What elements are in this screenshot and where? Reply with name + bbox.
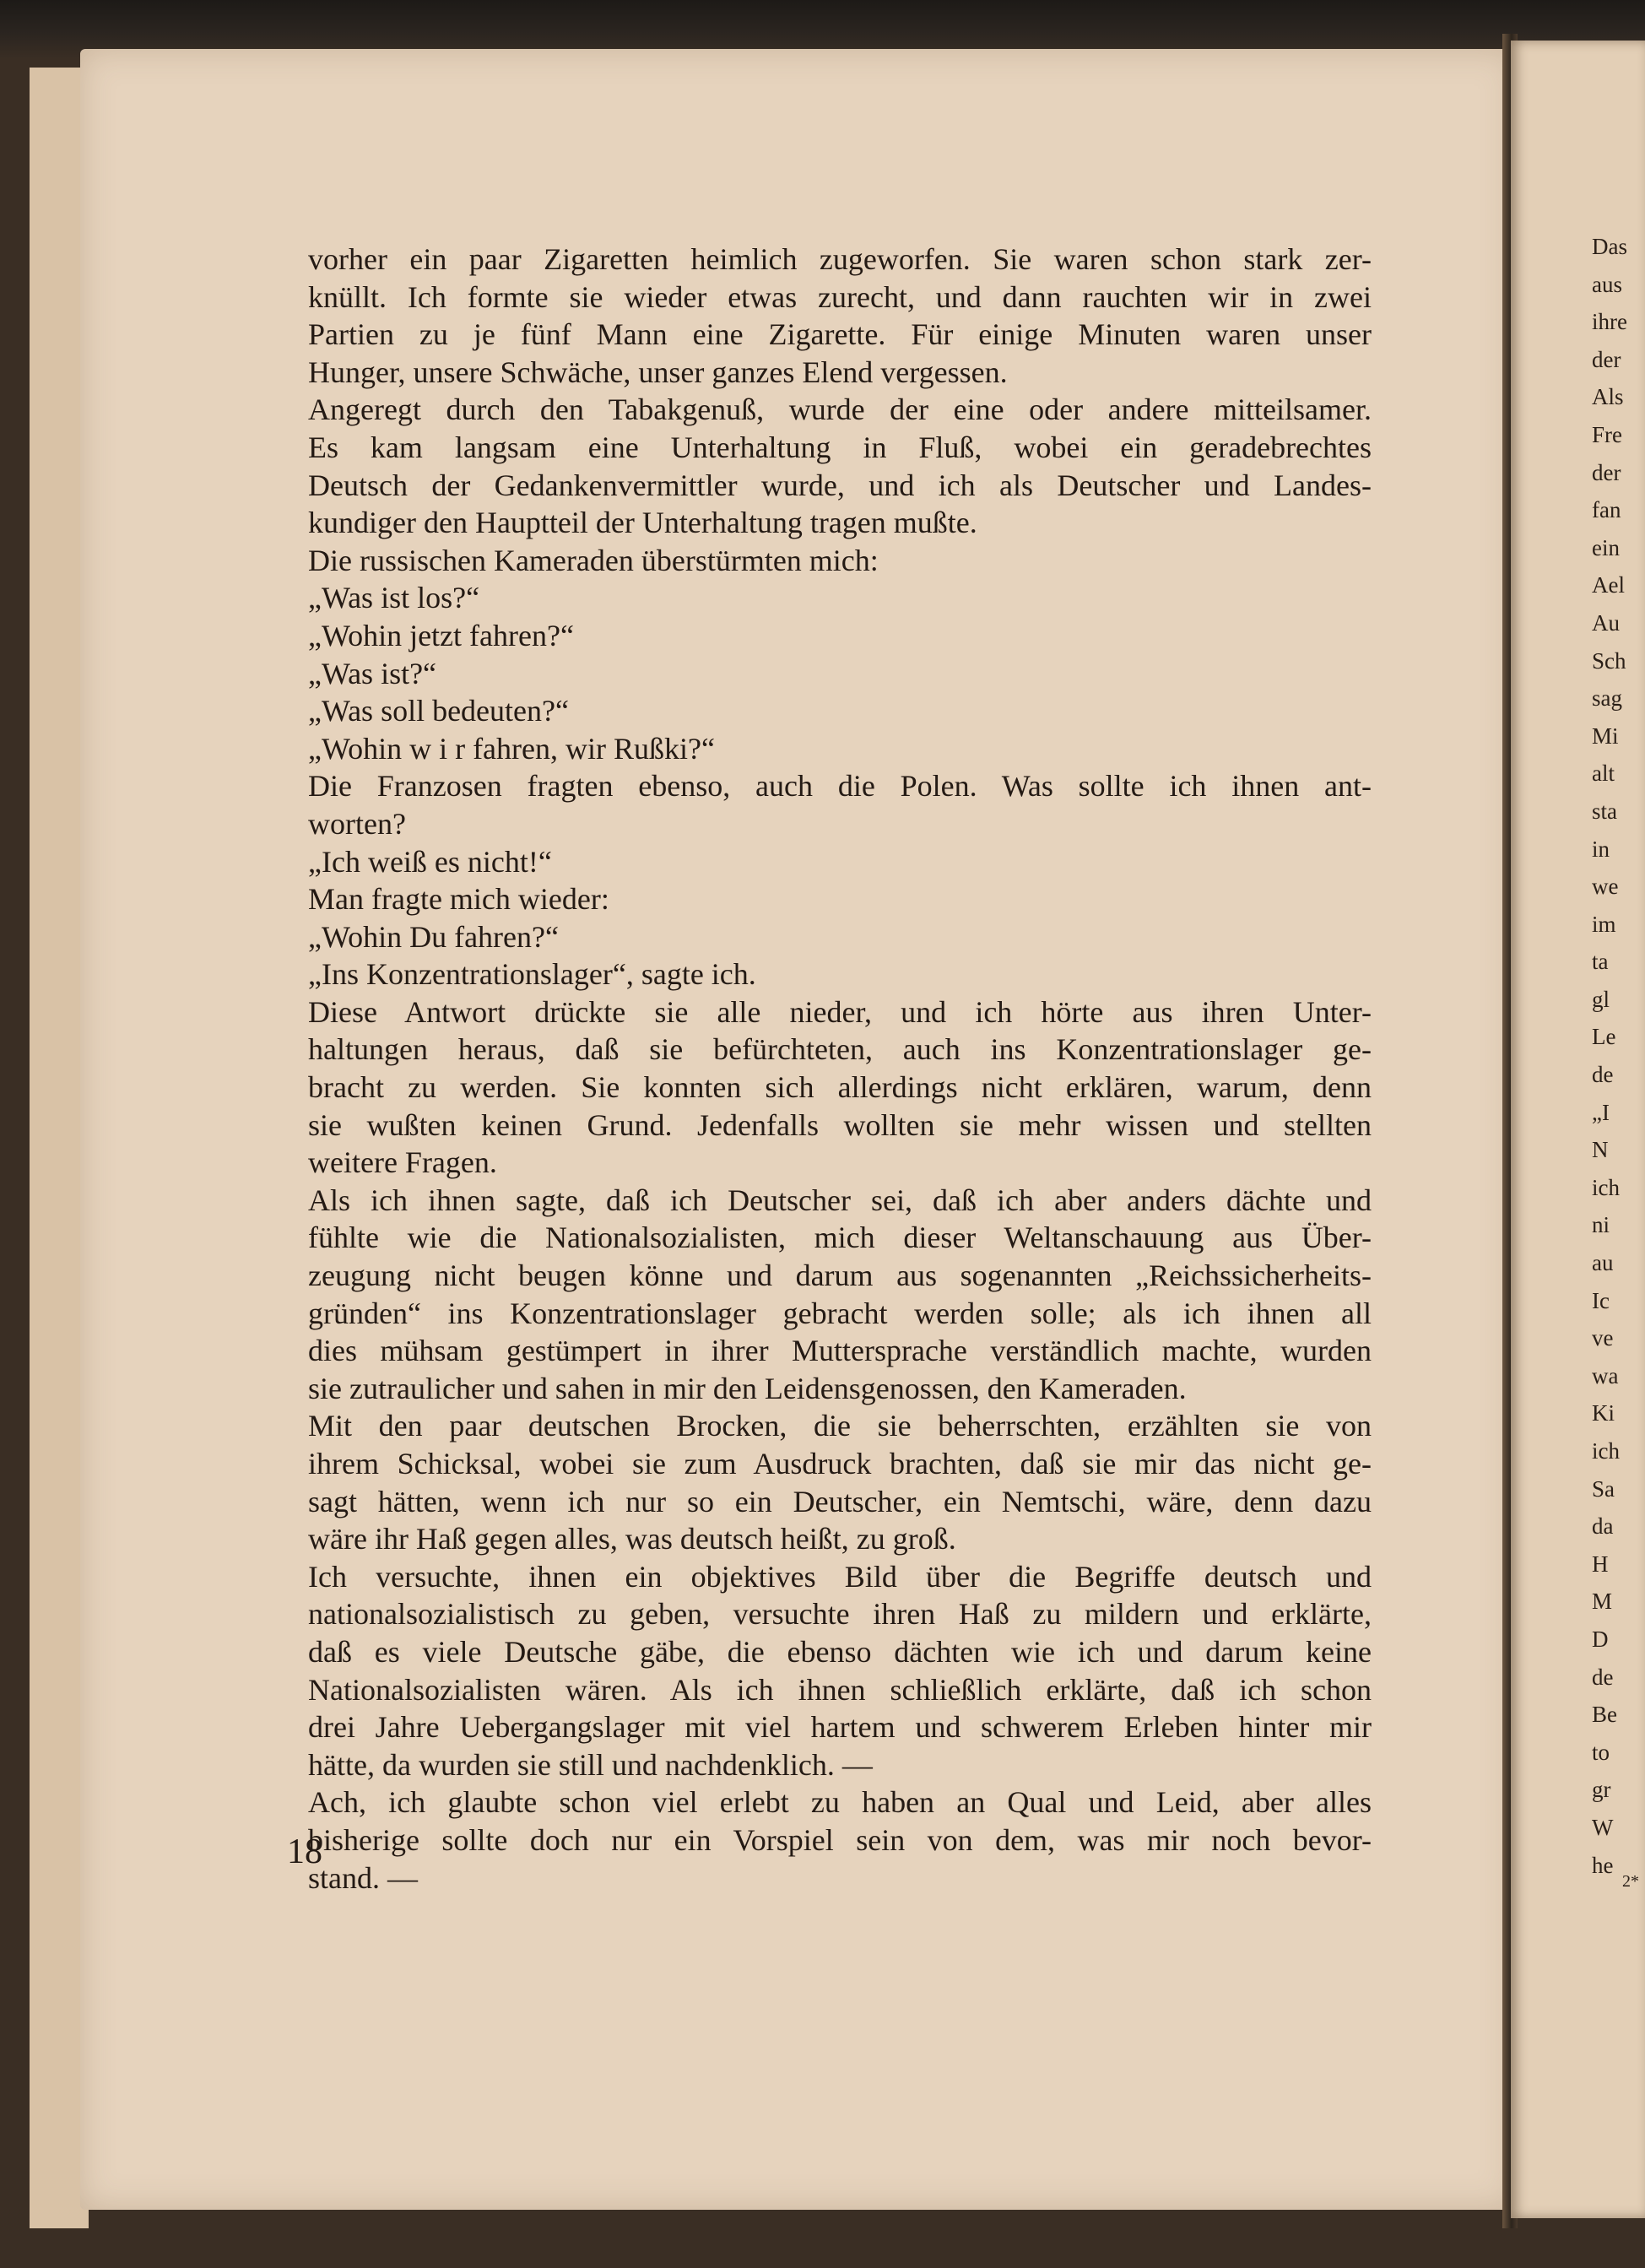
facing-page-text (1592, 228, 1644, 1884)
facing-line: Ael (1592, 572, 1625, 598)
text-line: wäre ihr Haß gegen alles, was deutsch heißt, zu groß. (308, 1522, 956, 1556)
text-line: sie zutraulicher und sahen in mir den Leidensgenossen, den Kameraden. (308, 1371, 1187, 1405)
text-line: Die russischen Kameraden überstürmten mich: (308, 543, 879, 577)
text-line: knüllt. Ich formte sie wieder etwas zurecht, und dann rauchten wir in zwei (308, 279, 1372, 314)
facing-line: sag (1592, 685, 1622, 712)
text-line: bisherige sollte doch nur ein Vorspiel sein von dem, was mir noch bevor- (308, 1822, 1372, 1857)
page-number: 18 (287, 1832, 322, 1871)
text-line: Partien zu je fünf Mann eine Zigarette. Für einige Minuten waren unser (308, 317, 1372, 352)
text-line: ihrem Schicksal, wobei sie zum Ausdruck brachten, daß sie mir das nicht ge- (308, 1447, 1372, 1480)
text-line: sagt hätten, wenn ich nur so ein Deutscher, ein Nemtschi, wäre, denn dazu (308, 1484, 1372, 1518)
facing-line: we (1592, 874, 1619, 900)
facing-line: Fre (1592, 421, 1622, 447)
text-line: haltungen heraus, daß sie befürchteten, auch ins Konzentrationslager ge- (308, 1032, 1372, 1067)
text-line: „Was ist los?“ (308, 581, 480, 615)
text-line: „Wohin Du fahren?“ (308, 919, 559, 954)
text-line: bracht zu werden. Sie konnten sich allerdings nicht erklären, warum, denn (308, 1070, 1372, 1105)
text-line: Ich versuchte, ihnen ein objektives Bild über die Begriffe deutsch und (308, 1559, 1372, 1594)
text-line: dies mühsam gestümpert in ihrer Muttersprache verständlich machte, wurden (308, 1334, 1372, 1368)
facing-line: ich (1592, 1438, 1620, 1464)
facing-line: der (1592, 459, 1621, 485)
text-line: Diese Antwort drückte sie alle nieder, und ich hörte aus ihren Unter- (308, 994, 1372, 1029)
text-line: zeugung nicht beugen könne und darum aus sogenannten „Reichssicherheits- (308, 1258, 1372, 1293)
facing-line: D (1592, 1626, 1609, 1652)
facing-line: Sch (1592, 647, 1626, 674)
text-line: Als ich ihnen sagte, daß ich Deutscher sei, daß ich aber anders dächte und (308, 1183, 1372, 1217)
text-line: Angeregt durch den Tabakgenuß, wurde der eine oder andere mitteilsamer. (308, 392, 1372, 427)
facing-line: wa (1592, 1362, 1619, 1388)
facing-line: der (1592, 346, 1621, 372)
facing-line: Als (1592, 384, 1624, 410)
facing-line: gl (1592, 986, 1610, 1012)
text-line: Hunger, unsere Schwäche, unser ganzes Elend vergessen. (308, 355, 1008, 389)
facing-line: ein (1592, 534, 1620, 560)
facing-line: gr (1592, 1777, 1611, 1803)
facing-line: ta (1592, 949, 1609, 975)
text-line: stand. — (308, 1860, 418, 1895)
text-line: „Wohin jetzt fahren?“ (308, 618, 574, 652)
facing-line: de (1592, 1062, 1614, 1088)
facing-line: sta (1592, 798, 1617, 824)
facing-line: aus (1592, 271, 1622, 297)
facing-line: alt (1592, 761, 1615, 787)
facing-line: to (1592, 1739, 1610, 1765)
facing-line: im (1592, 911, 1616, 937)
facing-line: ich (1592, 1174, 1620, 1200)
text-line: daß es viele Deutsche gäbe, die ebenso dächten wie ich und darum keine (308, 1634, 1372, 1669)
facing-line: Be (1592, 1702, 1617, 1728)
facing-line: ni (1592, 1212, 1610, 1238)
facing-line: H (1592, 1551, 1609, 1577)
text-line: „Was soll bedeuten?“ (308, 694, 569, 728)
facing-line: de (1592, 1664, 1614, 1690)
facing-line: Ki (1592, 1400, 1615, 1426)
text-line: sie wußten keinen Grund. Jedenfalls wollten sie mehr wissen und stellten (308, 1107, 1372, 1142)
text-line: kundiger den Hauptteil der Unterhaltung tragen mußte. (308, 506, 977, 540)
facing-line: W (1592, 1814, 1614, 1840)
facing-line: ihre (1592, 309, 1627, 335)
text-line: fühlte wie die Nationalsozialisten, mich dieser Weltanschauung aus Über- (308, 1221, 1372, 1255)
text-line: Deutsch der Gedankenvermittler wurde, und ich als Deutscher und Landes- (308, 468, 1372, 502)
text-line: „Was ist?“ (308, 656, 437, 690)
text-line: Ach, ich glaubte schon viel erlebt zu haben an Qual und Leid, aber alles (308, 1785, 1372, 1820)
signature-mark: 2* (1622, 1872, 1639, 1891)
text-line: „Ich weiß es nicht!“ (308, 844, 552, 879)
facing-line: Au (1592, 609, 1620, 636)
text-line: nationalsozialistisch zu geben, versuchte ihren Haß zu mildern und erklärte, (308, 1597, 1372, 1632)
facing-line: „I (1592, 1099, 1610, 1125)
facing-line: M (1592, 1589, 1613, 1615)
text-line: vorher ein paar Zigaretten heimlich zugeworfen. Sie waren schon stark zer- (308, 242, 1372, 276)
facing-line: Mi (1592, 723, 1619, 749)
facing-line: Le (1592, 1024, 1616, 1050)
text-line: Nationalsozialisten wären. Als ich ihnen schließlich erklärte, daß ich schon (308, 1672, 1372, 1707)
text-line: Man fragte mich wieder: (308, 882, 609, 917)
facing-line: au (1592, 1250, 1614, 1276)
text-line: drei Jahre Uebergangslager mit viel hartem und schwerem Erleben hinter mir (308, 1710, 1372, 1745)
text-line: worten? (308, 806, 406, 841)
text-line: gründen“ ins Konzentrationslager gebracht werden solle; als ich ihnen all (308, 1296, 1372, 1330)
facing-line: he (1592, 1852, 1614, 1878)
text-line: hätte, da wurden sie still und nachdenklich. — (308, 1747, 873, 1782)
facing-line: N (1592, 1137, 1609, 1163)
body-text (308, 241, 1372, 1897)
facing-line: Ic (1592, 1287, 1610, 1313)
facing-line: fan (1592, 497, 1621, 523)
facing-line: Das (1592, 234, 1627, 259)
text-line: Es kam langsam eine Unterhaltung in Fluß, wobei ein geradebrechtes (308, 430, 1372, 464)
text-line: „Wohin w i r fahren, wir Rußki?“ (308, 731, 715, 766)
facing-line: Sa (1592, 1475, 1615, 1502)
facing-line: in (1592, 836, 1610, 862)
facing-line: ve (1592, 1325, 1614, 1351)
text-line: „Ins Konzentrationslager“, sagte ich. (308, 957, 756, 992)
text-line: Mit den paar deutschen Brocken, die sie beherrschten, erzählten sie von (308, 1409, 1372, 1443)
text-line: weitere Fragen. (308, 1145, 497, 1180)
text-line: Die Franzosen fragten ebenso, auch die Polen. Was sollte ich ihnen ant- (308, 769, 1372, 804)
facing-line: da (1592, 1513, 1614, 1540)
